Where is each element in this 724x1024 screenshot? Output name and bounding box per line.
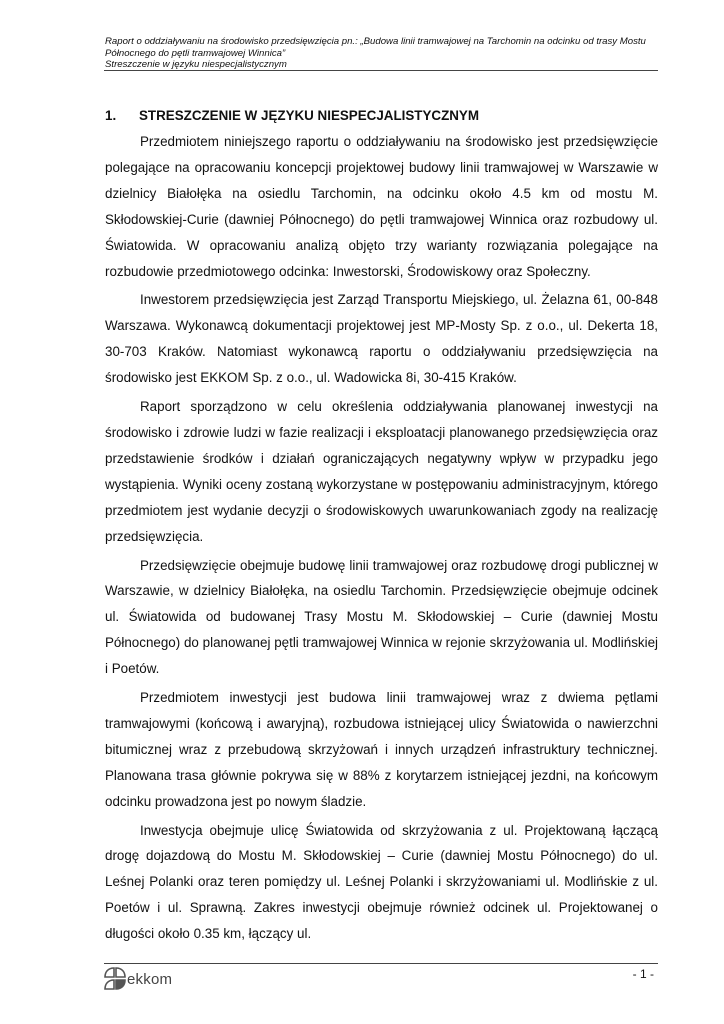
header-line: Raport o oddziaływaniu na środowisko przedsięwzięcia pn.: „Budowa linii tramwajowej na Tarchomin na odcinku od trasy Mostu <box>105 36 646 47</box>
body-text <box>105 129 658 947</box>
header-line: Streszczenie w języku niespecjalistycznym <box>105 59 287 70</box>
section-number: 1. <box>105 108 117 123</box>
paragraph: Inwestorem przedsięwzięcia jest Zarząd Transportu Miejskiego, ul. Żelazna 61, 00-848 Warszawa. Wykonawcą dokumentacji projektowej jest MP-Mosty Sp. z o.o., ul. Dekerta 18, 30-703 Kraków. Natomiast wykonawcą raportu o oddziaływaniu przedsięwzięcia na środowisko jest EKKOM Sp. z o.o., ul. Wadowicka 8i, 30-415 Kraków. <box>105 292 658 386</box>
section-title: STRESZCZENIE W JĘZYKU NIESPECJALISTYCZNYM <box>139 108 480 123</box>
logo-text: ekkom <box>127 970 173 988</box>
header-line: Północnego do pętli tramwajowej Winnica” <box>105 47 286 59</box>
page-header <box>105 36 658 71</box>
paragraph: Raport sporządzono w celu określenia oddziaływania planowanej inwestycji na środowisko i zdrowie ludzi w fazie realizacji i eksploatacji planowanego przedsięwzięcia oraz przedstawienie środków i działań ograniczających negatywny wpływ w przypadku jego wystąpienia. Wyniki oceny zostaną wykorzystane w postępowaniu administracyjnym, którego przedmiotem jest wydanie decyzji o środowiskowych uwarunkowaniach zgody na realizację przedsięwzięcia. <box>105 399 658 544</box>
paragraph: Inwestycja obejmuje ulicę Światowida od skrzyżowania z ul. Projektowaną łączącą drogę dojazdową do Mostu M. Skłodowskiej – Curie (dawniej Mostu Północnego) do ul. Leśnej Polanki oraz teren pomiędzy ul. Leśnej Polanki i skrzyżowaniami ul. Modlińskie z ul. Poetów i ul. Sprawną. Zakres inwestycji obejmuje również odcinek ul. Projektowanej o długości około 0.35 km, łączący ul. <box>105 822 658 942</box>
ekkom-logo-icon <box>104 967 126 991</box>
header-divider <box>104 70 658 71</box>
page-number: - 1 - <box>632 967 654 981</box>
footer-divider <box>104 963 658 964</box>
paragraph: Przedmiotem inwestycji jest budowa linii tramwajowej wraz z dwiema pętlami tramwajowymi (końcową i awaryjną), rozbudowa istniejącej ulicy Światowida o nawierzchni bitumicznej wraz z przebudową skrzyżowań i innych urządzeń infrastruktury technicznej. Planowana trasa głównie pokrywa się w 88% z korytarzem istniejącej jezdni, na końcowym odcinku prowadzona jest po nowym śladzie. <box>105 690 658 809</box>
ekkom-logo <box>104 967 172 991</box>
paragraph: Przedsięwzięcie obejmuje budowę linii tramwajowej oraz rozbudowę drogi publicznej w Warszawie, w dzielnicy Białołęka, na osiedlu Tarchomin. Przedsięwzięcie obejmuje odcinek ul. Światowida od budowanej Trasy Mostu M. Skłodowskiej – Curie (dawniej Mostu Północnego) do planowanej pętli tramwajowej Winnica w rejonie skrzyżowania ul. Modlińskiej i Poetów. <box>105 557 658 677</box>
section-heading <box>105 108 479 123</box>
paragraph: Przedmiotem niniejszego raportu o oddziaływaniu na środowisko jest przedsięwzięcie polegające na opracowaniu koncepcji projektowej budowy linii tramwajowej w Warszawie w dzielnicy Białołęka na osiedlu Tarchomin, na odcinku około 4.5 km od mostu M. Skłodowskiej-Curie (dawniej Północnego) do pętli tramwajowej Winnica oraz rozbudowy ul. Światowida. W opracowaniu analizą objęto trzy warianty rozwiązania polegające na rozbudowie przedmiotowego odcinka: Inwestorski, Środowiskowy oraz Społeczny. <box>105 134 658 279</box>
